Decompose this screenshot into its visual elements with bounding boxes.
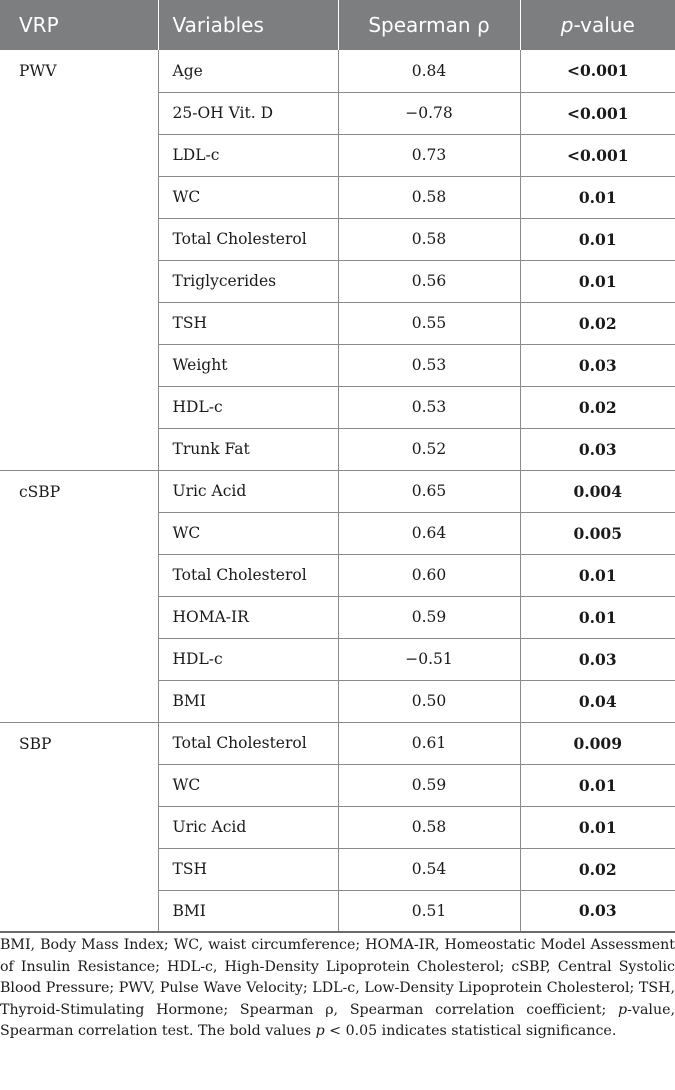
variable-cell: TSH <box>158 302 338 344</box>
table-row <box>0 722 675 764</box>
p-value-cell: 0.02 <box>520 848 675 890</box>
variable-cell: BMI <box>158 680 338 722</box>
header-variables: Variables <box>158 0 338 50</box>
variable-cell: HDL-c <box>158 386 338 428</box>
spearman-rho-cell: 0.65 <box>338 470 520 512</box>
variable-cell: Uric Acid <box>158 470 338 512</box>
p-value-cell: 0.02 <box>520 302 675 344</box>
p-value-cell: 0.004 <box>520 470 675 512</box>
vrp-group-label: PWV <box>0 50 158 470</box>
spearman-rho-cell: 0.51 <box>338 890 520 932</box>
footnote-p-italic-1: p <box>618 1001 628 1018</box>
variable-cell: Total Cholesterol <box>158 554 338 596</box>
footnote-part2: -value, Spearman correlation test. The bold values <box>0 1001 675 1039</box>
variable-cell: 25-OH Vit. D <box>158 92 338 134</box>
variable-cell: HOMA-IR <box>158 596 338 638</box>
footnote-p-italic-2: p <box>315 1023 325 1039</box>
table-header <box>0 0 675 50</box>
header-spearman: Spearman ρ <box>338 0 520 50</box>
p-value-cell: 0.03 <box>520 428 675 470</box>
variable-cell: Triglycerides <box>158 260 338 302</box>
variable-cell: Trunk Fat <box>158 428 338 470</box>
variable-cell: Total Cholesterol <box>158 722 338 764</box>
header-pvalue <box>520 0 675 50</box>
spearman-rho-cell: 0.56 <box>338 260 520 302</box>
spearman-rho-cell: 0.53 <box>338 386 520 428</box>
table-row <box>0 50 675 92</box>
p-value-cell: 0.005 <box>520 512 675 554</box>
table-body <box>0 50 675 932</box>
variable-cell: Total Cholesterol <box>158 218 338 260</box>
vrp-group-label: cSBP <box>0 470 158 722</box>
spearman-rho-cell: 0.54 <box>338 848 520 890</box>
spearman-rho-cell: 0.59 <box>338 764 520 806</box>
variable-cell: Uric Acid <box>158 806 338 848</box>
p-value-cell: <0.001 <box>520 92 675 134</box>
vrp-group-label: SBP <box>0 722 158 932</box>
spearman-rho-cell: 0.58 <box>338 806 520 848</box>
p-value-cell: 0.02 <box>520 386 675 428</box>
footnote-part1: BMI, Body Mass Index; WC, waist circumference; HOMA-IR, Homeostatic Model Assessment of Insulin Resistance; HDL-c, High-Density Lipoprotein Cholesterol; cSBP, Central Systolic Blood Pressure; PWV, Pulse Wave Velocity; LDL-c, Low-Density Lipoprotein Cholesterol; TSH, Thyroid-Stimulating Hormone; Spearman ρ, Spearman correlation coefficient; <box>0 937 675 1018</box>
variable-cell: WC <box>158 764 338 806</box>
spearman-rho-cell: 0.60 <box>338 554 520 596</box>
p-value-cell: 0.01 <box>520 176 675 218</box>
spearman-rho-cell: 0.55 <box>338 302 520 344</box>
p-value-cell: 0.01 <box>520 218 675 260</box>
variable-cell: WC <box>158 512 338 554</box>
p-value-cell: 0.04 <box>520 680 675 722</box>
spearman-rho-cell: −0.78 <box>338 92 520 134</box>
header-pvalue-italic: p <box>560 13 574 37</box>
p-value-cell: 0.03 <box>520 638 675 680</box>
p-value-cell: 0.01 <box>520 596 675 638</box>
header-vrp: VRP <box>0 0 158 50</box>
p-value-cell: 0.01 <box>520 806 675 848</box>
table-row <box>0 470 675 512</box>
p-value-cell: 0.03 <box>520 890 675 932</box>
spearman-rho-cell: 0.84 <box>338 50 520 92</box>
header-pvalue-rest: -value <box>573 13 635 37</box>
spearman-rho-cell: 0.64 <box>338 512 520 554</box>
spearman-rho-cell: 0.73 <box>338 134 520 176</box>
spearman-rho-cell: 0.50 <box>338 680 520 722</box>
p-value-cell: <0.001 <box>520 50 675 92</box>
spearman-rho-cell: 0.58 <box>338 218 520 260</box>
variable-cell: HDL-c <box>158 638 338 680</box>
spearman-rho-cell: 0.53 <box>338 344 520 386</box>
p-value-cell: <0.001 <box>520 134 675 176</box>
p-value-cell: 0.03 <box>520 344 675 386</box>
variable-cell: TSH <box>158 848 338 890</box>
spearman-rho-cell: 0.59 <box>338 596 520 638</box>
variable-cell: LDL-c <box>158 134 338 176</box>
variable-cell: Weight <box>158 344 338 386</box>
spearman-rho-cell: 0.61 <box>338 722 520 764</box>
spearman-rho-cell: 0.58 <box>338 176 520 218</box>
spearman-rho-cell: −0.51 <box>338 638 520 680</box>
variable-cell: Age <box>158 50 338 92</box>
variable-cell: WC <box>158 176 338 218</box>
footnote-part3: < 0.05 indicates statistical significance. <box>324 1023 617 1039</box>
table-footnote <box>0 935 675 1043</box>
p-value-cell: 0.01 <box>520 260 675 302</box>
p-value-cell: 0.01 <box>520 554 675 596</box>
header-row <box>0 0 675 50</box>
p-value-cell: 0.009 <box>520 722 675 764</box>
variable-cell: BMI <box>158 890 338 932</box>
p-value-cell: 0.01 <box>520 764 675 806</box>
spearman-rho-cell: 0.52 <box>338 428 520 470</box>
